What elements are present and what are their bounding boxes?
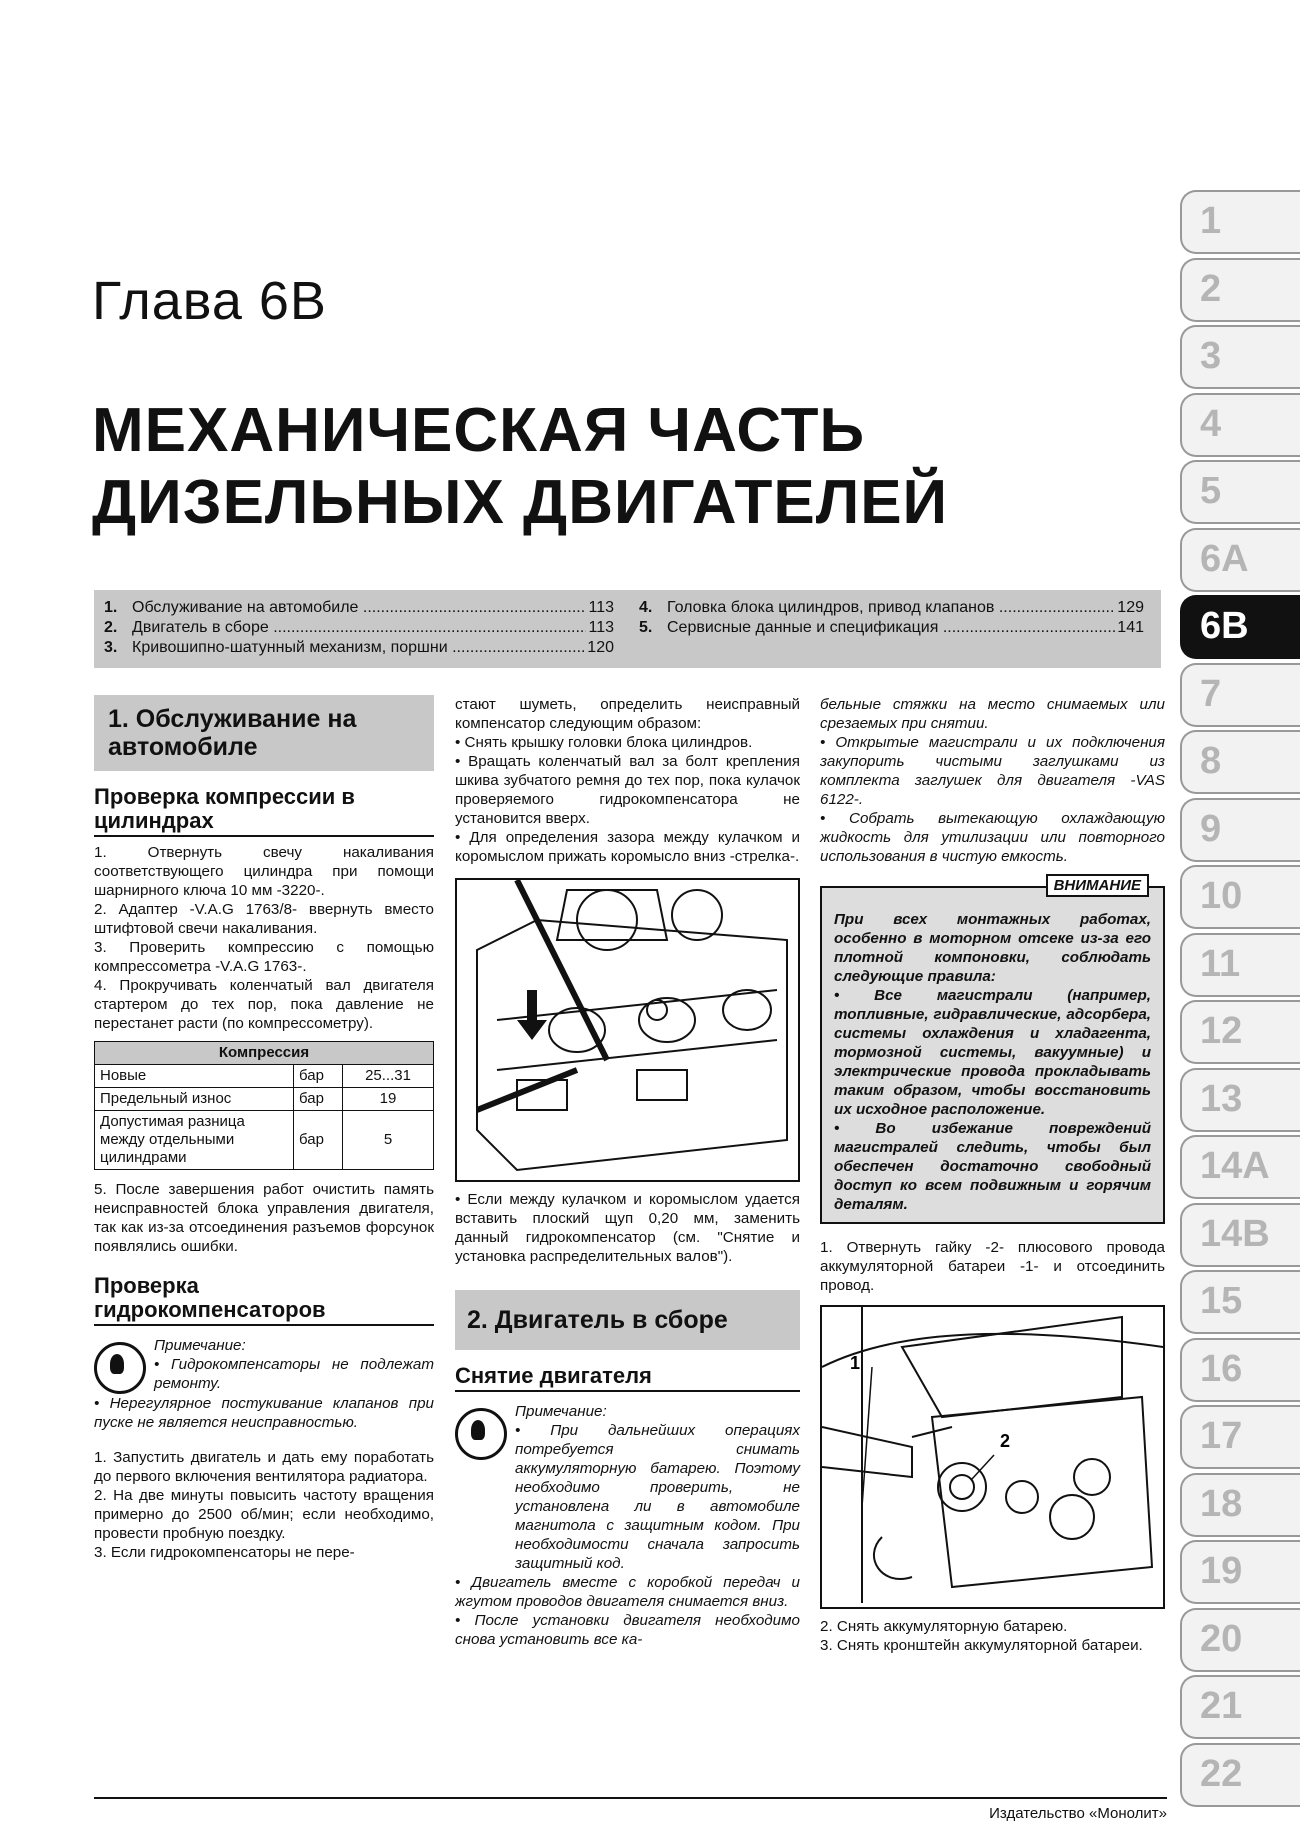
chapter-tab[interactable] <box>1180 663 1300 727</box>
toc-label: Головка блока цилиндров, привод клапанов ..... <box>667 598 1115 618</box>
warning-text: • Во избежание повреждений магистралей следить, чтобы был обеспечен достаточно свободный доступ ко всем подвижным и горячим деталям. <box>834 1120 1151 1213</box>
chapter-tab[interactable] <box>1180 1608 1300 1672</box>
toc-left <box>104 598 614 658</box>
section-heading: 2. Двигатель в сборе <box>455 1290 800 1350</box>
toc-label: Обслуживание на автомобиле ..... <box>132 598 586 618</box>
paragraph: бельные стяжки на место снимаемых или срезаемых при снятии. <box>820 696 1165 732</box>
toc-num: 4. <box>639 599 653 616</box>
toc-row[interactable] <box>104 618 614 638</box>
chapter-tab[interactable] <box>1180 258 1300 322</box>
toc-num: 5. <box>639 619 653 636</box>
toc-page: 129 <box>1117 599 1144 616</box>
table-cell: бар <box>294 1111 343 1170</box>
title-line: ДИЗЕЛЬНЫХ ДВИГАТЕЛЕЙ <box>92 468 949 537</box>
toc-row[interactable] <box>104 638 614 658</box>
step: 3. Проверить компрессию с помощью компрессометра -V.A.G 1763-. <box>94 939 434 975</box>
chapter-tab[interactable] <box>1180 730 1300 794</box>
step: 2. На две минуты повысить частоту вращения примерно до 2500 об/мин; если необходимо, провести пробную поездку. <box>94 1487 434 1542</box>
table-cell: 19 <box>343 1088 434 1111</box>
warning-box <box>820 877 1165 1224</box>
camshaft-drawing <box>457 880 798 1176</box>
chapter-tab[interactable] <box>1180 1000 1300 1064</box>
chapter-tab[interactable] <box>1180 1540 1300 1604</box>
chapter-tab-label: 7 <box>1200 672 1222 715</box>
warning-text: При всех монтажных работах, особенно в моторном отсеке из-за его плотной компоновки, соблюдать следующие правила: <box>834 911 1151 985</box>
chapter-tab-label: 11 <box>1200 942 1241 985</box>
chapter-tab[interactable] <box>1180 1068 1300 1132</box>
note-title: Примечание: <box>154 1337 246 1354</box>
lightbulb-icon <box>455 1408 507 1460</box>
lightbulb-icon <box>94 1342 146 1394</box>
toc-row[interactable] <box>104 598 614 618</box>
note-line: • Нерегулярное постукивание клапанов при пуске не является неисправностью. <box>94 1395 434 1431</box>
figure-callout-2: 2 <box>1000 1431 1011 1451</box>
chapter-tab-label: 15 <box>1200 1280 1243 1322</box>
paragraph: • Для определения зазора между кулачком и коромыслом прижать коромысло вниз -стрелка-. <box>455 829 800 865</box>
step: 1. Отвернуть свечу накаливания соответствующего цилиндра при помощи шарнирного ключа 10 мм -3220-. <box>94 844 434 899</box>
chapter-tab[interactable] <box>1180 325 1300 389</box>
paragraph: • Вращать коленчатый вал за болт крепления шкива зубчатого ремня до тех пор, пока кулачок проверяемого гидрокомпенсатора не установится вверх. <box>455 753 800 827</box>
toc-page: 113 <box>588 599 614 616</box>
step: 2. Снять аккумуляторную батарею. <box>820 1618 1068 1635</box>
chapter-tab[interactable] <box>1180 1473 1300 1537</box>
table-row <box>95 1065 434 1088</box>
step: 3. Снять кронштейн аккумуляторной батареи. <box>820 1637 1143 1654</box>
chapter-tab-label: 19 <box>1200 1550 1243 1592</box>
chapter-tab[interactable] <box>1180 460 1300 524</box>
chapter-tab[interactable] <box>1180 798 1300 862</box>
step: 1. Запустить двигатель и дать ему поработать до первого включения вентилятора радиатора. <box>94 1449 434 1485</box>
table-cell: 5 <box>343 1111 434 1170</box>
toc-page: 120 <box>587 639 614 656</box>
publisher-footer: Издательство «Монолит» <box>94 1797 1167 1822</box>
step: 2. Адаптер -V.A.G 1763/8- ввернуть вместо штифтовой свечи накаливания. <box>94 901 434 937</box>
chapter-tab-label: 2 <box>1200 267 1222 310</box>
chapter-tab-label: 3 <box>1200 335 1222 377</box>
chapter-tab[interactable] <box>1180 393 1300 457</box>
chapter-tab[interactable] <box>1180 865 1300 929</box>
note-line: • При дальнейших операциях потребуется снимать аккумуляторную батарею. Поэтому необходимо проверить, не установлена ли в автомобиле магнитола с защитным кодом. При необходимости сначала запросить защитный код. <box>515 1422 800 1572</box>
chapter-tab-label: 9 <box>1200 807 1222 850</box>
paragraph: • Снять крышку головки блока цилиндров. <box>455 734 753 751</box>
paragraph: стают шуметь, определить неисправный компенсатор следующим образом: <box>455 696 800 732</box>
toc-row[interactable] <box>639 598 1144 618</box>
table-cell: 25...31 <box>343 1065 434 1088</box>
chapter-tab[interactable] <box>1180 1203 1300 1267</box>
figure-callout-1: 1 <box>850 1353 861 1373</box>
chapter-tab-label: 1 <box>1200 200 1222 242</box>
chapter-tab[interactable] <box>1180 595 1300 659</box>
toc-label: Двигатель в сборе ..... <box>132 618 586 638</box>
chapter-tabs <box>1180 190 1300 1810</box>
table-header: Компрессия <box>95 1042 434 1065</box>
table-cell: Предельный износ <box>95 1088 294 1111</box>
camshaft-figure <box>455 878 800 1182</box>
toc-num: 3. <box>104 639 118 656</box>
table-cell: Допустимая разница между отдельными цилиндрами <box>95 1111 294 1170</box>
subsection-heading: Снятие двигателя <box>455 1364 800 1392</box>
warning-text: • Все магистрали (например, топливные, гидравлические, адсорбера, системы охлаждения и хладагента, тормозной системы, вакуумные) и электрические провода прокладывать таким образом, чтобы восстановить их исходное расположение. <box>834 987 1151 1118</box>
chapter-tab-label: 14B <box>1200 1212 1270 1255</box>
chapter-tab[interactable] <box>1180 1675 1300 1739</box>
table-of-contents <box>94 590 1161 668</box>
battery-figure <box>820 1305 1165 1609</box>
step: 1. Отвернуть гайку -2- плюсового провода аккумуляторной батареи -1- и отсоединить провод. <box>820 1239 1165 1294</box>
step: 4. Прокручивать коленчатый вал двигателя стартером до тех пор, пока давление не перестанет расти (по компрессометру). <box>94 977 434 1032</box>
chapter-label: Глава 6В <box>92 271 327 331</box>
compression-table <box>94 1041 434 1170</box>
title-line: МЕХАНИЧЕСКАЯ ЧАСТЬ <box>92 396 866 465</box>
toc-page: 113 <box>588 619 614 636</box>
chapter-tab-label: 16 <box>1200 1347 1243 1390</box>
toc-right <box>639 598 1144 638</box>
note-block <box>455 1402 800 1573</box>
chapter-title <box>92 395 1032 539</box>
toc-row[interactable] <box>639 618 1144 638</box>
table-cell: Новые <box>95 1065 294 1088</box>
chapter-tab[interactable] <box>1180 190 1300 254</box>
chapter-tab-label: 13 <box>1200 1077 1243 1120</box>
battery-drawing <box>822 1307 1163 1603</box>
chapter-tab-label: 6B <box>1200 605 1249 647</box>
chapter-tab[interactable] <box>1180 1338 1300 1402</box>
paragraph: • Собрать вытекающую охлаждающую жидкость для утилизации или повторного использования в чистую емкость. <box>820 810 1165 865</box>
note-block <box>94 1336 434 1394</box>
chapter-tab[interactable] <box>1180 1270 1300 1334</box>
chapter-tab[interactable] <box>1180 1135 1300 1199</box>
chapter-tab-label: 6A <box>1200 537 1249 580</box>
chapter-tab-label: 17 <box>1200 1415 1243 1457</box>
chapter-tab[interactable] <box>1180 1405 1300 1469</box>
chapter-tab-label: 10 <box>1200 875 1243 917</box>
column-3 <box>820 695 1165 1655</box>
table-row <box>95 1088 434 1111</box>
subsection-heading: Проверка компрессии в цилиндрах <box>94 785 434 837</box>
chapter-tab-label: 5 <box>1200 470 1222 512</box>
table-cell: бар <box>294 1065 343 1088</box>
chapter-tab-label: 4 <box>1200 402 1222 445</box>
chapter-tab-label: 12 <box>1200 1010 1243 1052</box>
column-2 <box>455 695 800 1649</box>
chapter-tab[interactable] <box>1180 528 1300 592</box>
table-cell: бар <box>294 1088 343 1111</box>
note-line: • Двигатель вместе с коробкой передач и жгутом проводов двигателя снимается вниз. <box>455 1574 800 1610</box>
toc-num: 1. <box>104 599 118 616</box>
toc-label: Сервисные данные и спецификация ..... <box>667 618 1115 638</box>
chapter-tab[interactable] <box>1180 1743 1300 1807</box>
chapter-tab-label: 22 <box>1200 1752 1243 1795</box>
section-heading: 1. Обслуживание на автомобиле <box>94 695 434 771</box>
chapter-tab-label: 21 <box>1200 1685 1243 1727</box>
subsection-heading: Проверка гидрокомпенсаторов <box>94 1274 434 1326</box>
chapter-tab-label: 14A <box>1200 1145 1270 1187</box>
note-title: Примечание: <box>515 1403 607 1420</box>
warning-label: ВНИМАНИЕ <box>1046 874 1149 897</box>
table-row <box>95 1111 434 1170</box>
paragraph: • Открытые магистрали и их подключения закупорить чистыми заглушками из комплекта заглушек для двигателя -VAS 6122-. <box>820 734 1165 808</box>
column-1 <box>94 695 434 1562</box>
chapter-tab-label: 20 <box>1200 1617 1243 1660</box>
step: 5. После завершения работ очистить память неисправностей блока управления двигателя, так как из-за отсоединения разъемов форсунок появлялись ошибки. <box>94 1181 434 1255</box>
note-line: • После установки двигателя необходимо снова установить все ка- <box>455 1612 800 1648</box>
chapter-tab[interactable] <box>1180 933 1300 997</box>
chapter-tab-label: 18 <box>1200 1482 1243 1525</box>
step: 3. Если гидрокомпенсаторы не пере- <box>94 1544 355 1561</box>
toc-page: 141 <box>1117 619 1144 636</box>
chapter-tab-label: 8 <box>1200 740 1222 782</box>
paragraph: • Если между кулачком и коромыслом удается вставить плоский щуп 0,20 мм, заменить данный гидрокомпенсатор (см. "Снятие и установка распределительных валов"). <box>455 1191 800 1265</box>
toc-label: Кривошипно-шатунный механизм, поршни ..... <box>132 638 585 658</box>
toc-num: 2. <box>104 619 118 636</box>
note-line: • Гидрокомпенсаторы не подлежат ремонту. <box>154 1356 434 1392</box>
